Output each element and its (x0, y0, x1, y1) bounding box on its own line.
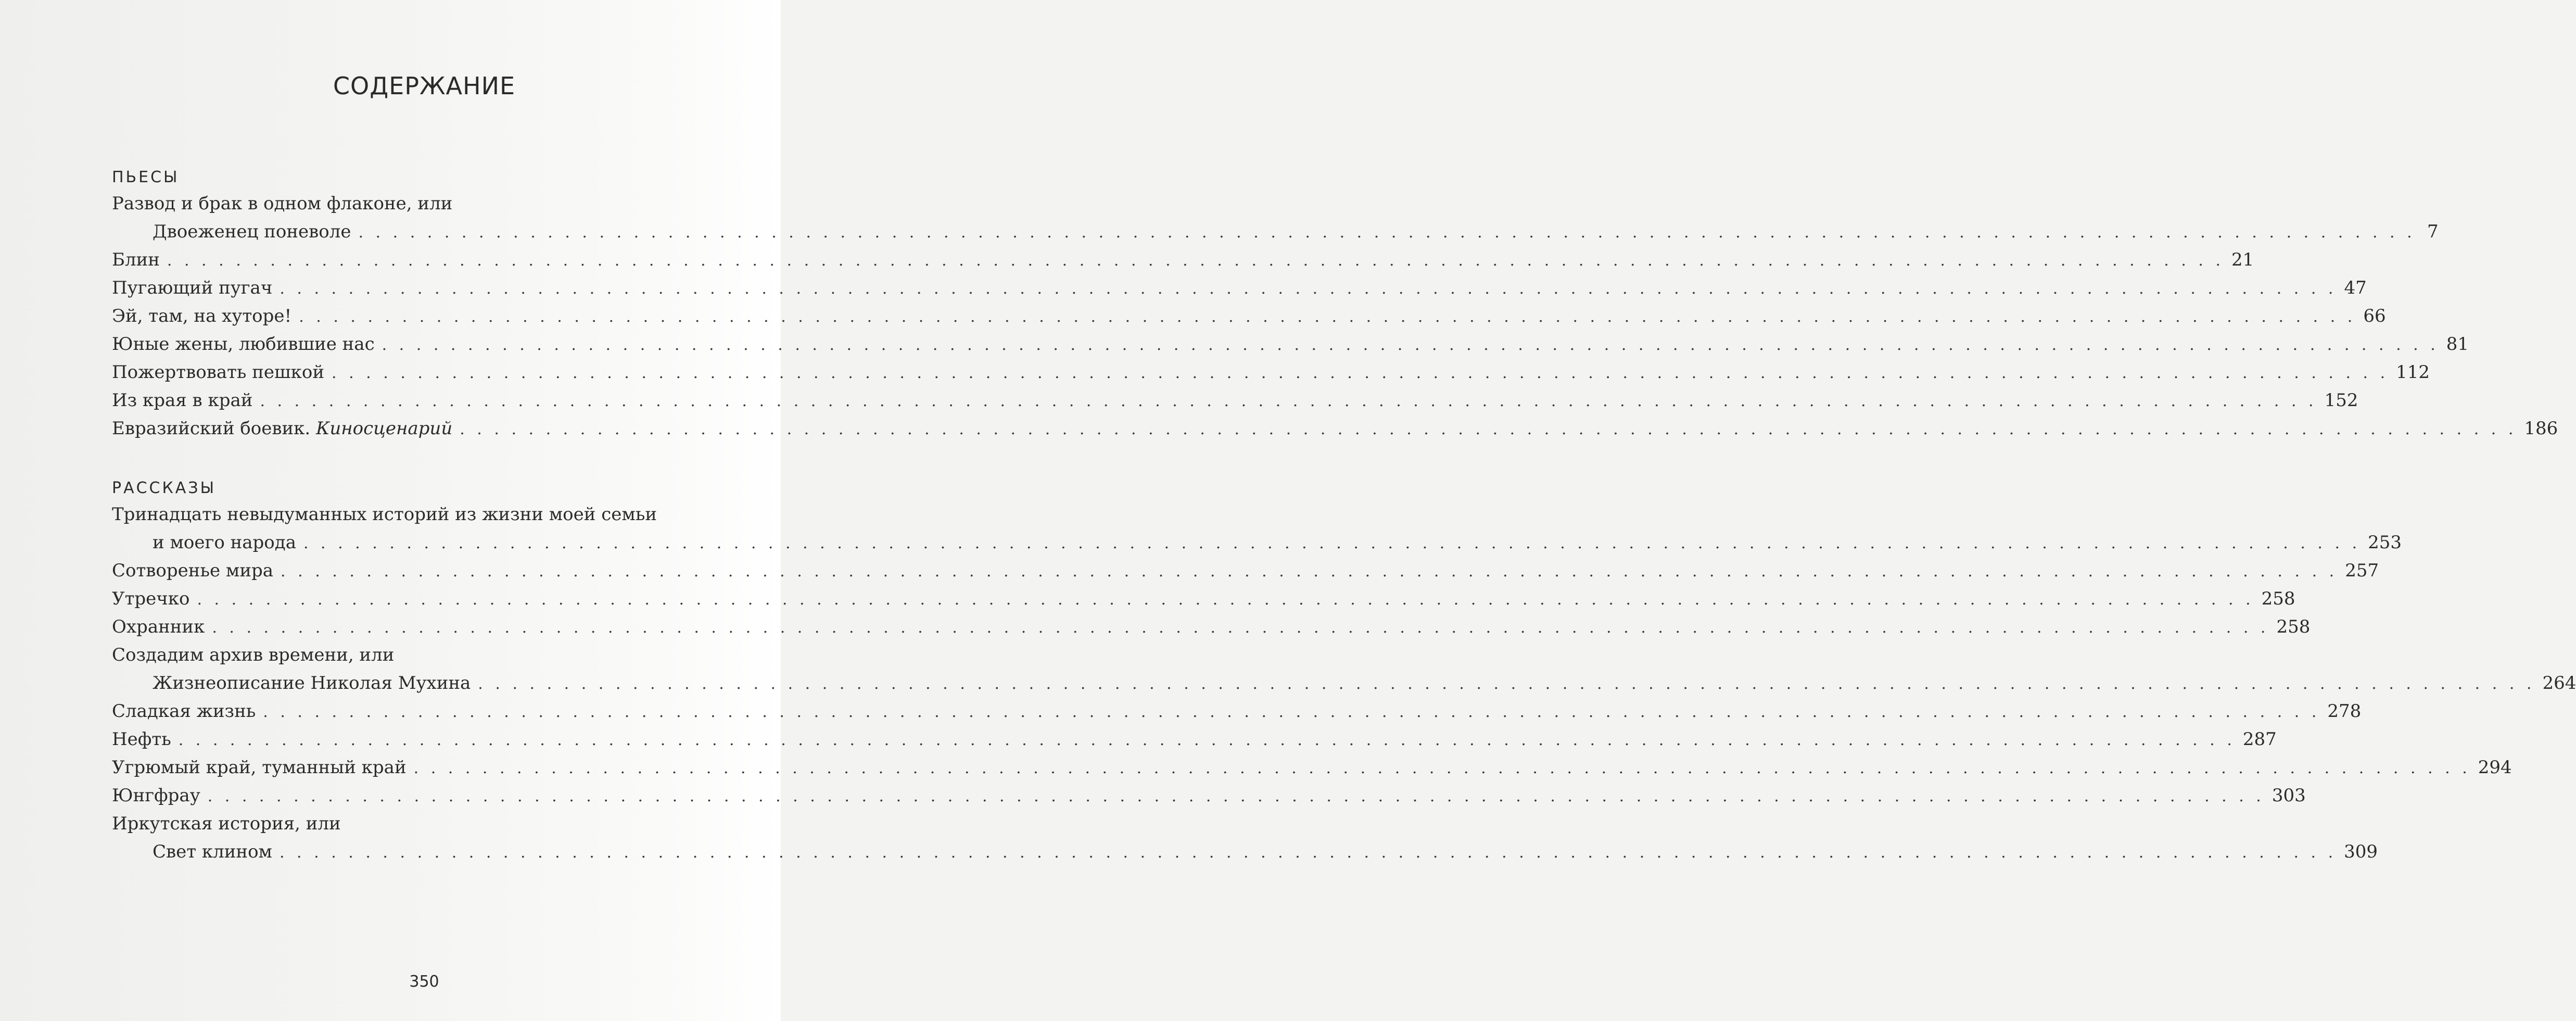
toc-entry-page: 112 (2396, 362, 2430, 383)
leader-dots: . . . . . . . . . . . . . . . . . . . . . . . . . . . . . . . . . . . . . . . . . . . . . . . . . . . . . . . . . . . . . . . . . . . . . . . . . . . . . . . . . . . . . . . . . . . . . . . . . . . . . . . . . . . . . . . . . . . . . . . . (260, 392, 2317, 410)
toc-entry-line (112, 218, 2439, 246)
leader-dots: . . . . . . . . . . . . . . . . . . . . . . . . . . . . . . . . . . . . . . . . . . . . . . . . . . . . . . . . . . . . . . . . . . . . . . . . . . . . . . . . . . . . . . . . . . . . . . . . . . . . . . . . . . . . . . . . . . . . . . . . (207, 787, 2265, 805)
toc-entry-page: 309 (2344, 841, 2378, 862)
toc-entry-line (112, 557, 2379, 585)
toc-section-stories (112, 476, 2576, 866)
toc-entry-page: 7 (2427, 221, 2439, 242)
toc-entry (112, 725, 2277, 753)
leader-dots: . . . . . . . . . . . . . . . . . . . . . . . . . . . . . . . . . . . . . . . . . . . . . . . . . . . . . . . . . . . . . . . . . . . . . . . . . . . . . . . . . . . . . . . . . . . . . . . . . . . . . . . . . . . . . . . . . . . . . . . . (332, 364, 2389, 382)
toc-entry-line (112, 697, 2362, 725)
toc-entry-line (112, 725, 2277, 753)
toc-entry-title: Эй, там, на хуторе! (112, 306, 292, 326)
toc-entry-page: 257 (2345, 560, 2379, 581)
leader-dots: . . . . . . . . . . . . . . . . . . . . . . . . . . . . . . . . . . . . . . . . . . . . . . . . . . . . . . . . . . . . . . . . . . . . . . . . . . . . . . . . . . . . . . . . . . . . . . . . . . . . . . . . . . . . . . . . . . . . . . . . (167, 251, 2225, 270)
leader-dots: . . . . . . . . . . . . . . . . . . . . . . . . . . . . . . . . . . . . . . . . . . . . . . . . . . . . . . . . . . . . . . . . . . . . . . . . . . . . . . . . . . . . . . . . . . . . . . . . . . . . . . . . . . . . . . . . . . . . . . . . (382, 336, 2439, 354)
leader-dots: . . . . . . . . . . . . . . . . . . . . . . . . . . . . . . . . . . . . . . . . . . . . . . . . . . . . . . . . . . . . . . . . . . . . . . . . . . . . . . . . . . . . . . . . . . . . . . . . . . . . . . . . . . . . . . . . . . . . . . . . (212, 619, 2269, 637)
toc-entry-page: 186 (2524, 418, 2558, 439)
toc-entry-page: 287 (2242, 729, 2277, 750)
toc-entry (112, 358, 2430, 386)
toc-entry-title: Создадим архив времени, или (112, 645, 395, 665)
toc-entry-line (112, 330, 2469, 358)
toc-entry (112, 246, 2254, 274)
toc-entry-page: 47 (2344, 278, 2367, 298)
toc-entry-title: Тринадцать невыдуманных историй из жизни моей семьи (112, 504, 657, 525)
toc-entry-title: Евразийский боевик. (112, 418, 311, 439)
toc-entry-page: 66 (2363, 306, 2386, 326)
toc-entry-line (112, 246, 2254, 274)
leader-dots: . . . . . . . . . . . . . . . . . . . . . . . . . . . . . . . . . . . . . . . . . . . . . . . . . . . . . . . . . . . . . . . . . . . . . . . . . . . . . . . . . . . . . . . . . . . . . . . . . . . . . . . . . . . . . . . . . . . . . . . . (413, 759, 2471, 777)
leader-dots: . . . . . . . . . . . . . . . . . . . . . . . . . . . . . . . . . . . . . . . . . . . . . . . . . . . . . . . . . . . . . . . . . . . . . . . . . . . . . . . . . . . . . . . . . . . . . . . . . . . . . . . . . . . . . . . . . . . . . . . . (263, 703, 2320, 721)
toc-entry-line (112, 613, 2311, 641)
toc-entry-title: Пугающий пугач (112, 278, 273, 298)
toc-entry-title: Развод и брак в одном флаконе, или (112, 193, 453, 214)
toc-entry (112, 753, 2512, 781)
toc-entry-page: 264 (2542, 673, 2576, 694)
toc-entry-title: Двоеженец поневоле (153, 221, 351, 242)
toc-entry-title: Сладкая жизнь (112, 701, 256, 722)
toc-entry-line (112, 838, 2378, 866)
section-heading: ПЬЕСЫ (112, 168, 180, 186)
toc-entry-line (112, 528, 2402, 557)
leader-dots: . . . . . . . . . . . . . . . . . . . . . . . . . . . . . . . . . . . . . . . . . . . . . . . . . . . . . . . . . . . . . . . . . . . . . . . . . . . . . . . . . . . . . . . . . . . . . . . . . . . . . . . . . . . . . . . . . . . . . . . . (358, 223, 2416, 242)
toc-entry-page: 294 (2478, 757, 2512, 778)
toc-section-plays (112, 166, 2558, 443)
toc-entry-page: 152 (2324, 390, 2358, 411)
toc-entry-line (112, 386, 2358, 414)
toc-entry-title: Жизнеописание Николая Мухина (153, 673, 471, 694)
toc-entry-line (112, 274, 2367, 302)
toc-entry-title: Охранник (112, 616, 205, 637)
toc-entry-line (112, 358, 2430, 386)
toc-entry-title: Утречко (112, 588, 190, 609)
toc-entry (112, 557, 2379, 585)
leader-dots: . . . . . . . . . . . . . . . . . . . . . . . . . . . . . . . . . . . . . . . . . . . . . . . . . . . . . . . . . . . . . . . . . . . . . . . . . . . . . . . . . . . . . . . . . . . . . . . . . . . . . . . . . . . . . . . . . . . . . . . . (478, 675, 2535, 693)
toc-entry (112, 697, 2362, 725)
toc-entry-title: Нефть (112, 729, 171, 750)
leader-dots: . . . . . . . . . . . . . . . . . . . . . . . . . . . . . . . . . . . . . . . . . . . . . . . . . . . . . . . . . . . . . . . . . . . . . . . . . . . . . . . . . . . . . . . . . . . . . . . . . . . . . . . . . . . . . . . . . . . . . . . . (299, 308, 2356, 326)
toc-entry (112, 500, 2402, 557)
leader-dots: . . . . . . . . . . . . . . . . . . . . . . . . . . . . . . . . . . . . . . . . . . . . . . . . . . . . . . . . . . . . . . . . . . . . . . . . . . . . . . . . . . . . . . . . . . . . . . . . . . . . . . . . . . . . . . . . . . . . . . . . (280, 280, 2337, 298)
toc-entry-page: 258 (2276, 616, 2311, 637)
toc-entry-line (112, 810, 739, 838)
toc-entry (112, 613, 2311, 641)
toc-entry-title: Пожертвовать пешкой (112, 362, 325, 383)
toc-entry-page: 303 (2272, 785, 2306, 806)
toc-entry-line (112, 669, 2576, 697)
toc-entry-title: Из края в край (112, 390, 253, 411)
page-number: 350 (409, 973, 439, 991)
toc-entry-title: Иркутская история, или (112, 813, 341, 834)
toc-entry-title: Юнгфрау (112, 785, 200, 806)
toc-entry (112, 414, 2558, 443)
toc-entry-line (112, 414, 2558, 443)
leader-dots: . . . . . . . . . . . . . . . . . . . . . . . . . . . . . . . . . . . . . . . . . . . . . . . . . . . . . . . . . . . . . . . . . . . . . . . . . . . . . . . . . . . . . . . . . . . . . . . . . . . . . . . . . . . . . . . . . . . . . . . . (178, 731, 2236, 749)
toc-entry (112, 190, 2439, 246)
toc-entry-line (112, 190, 739, 218)
toc-entry-line (112, 585, 2295, 613)
section-heading: РАССКАЗЫ (112, 479, 217, 497)
leader-dots: . . . . . . . . . . . . . . . . . . . . . . . . . . . . . . . . . . . . . . . . . . . . . . . . . . . . . . . . . . . . . . . . . . . . . . . . . . . . . . . . . . . . . . . . . . . . . . . . . . . . . . . . . . . . . . . . . . . . . . . . (303, 534, 2361, 552)
toc-entry-title: Свет клином (153, 841, 272, 862)
toc-entry (112, 302, 2386, 330)
toc-entry-title: Угрюмый край, туманный край (112, 757, 407, 778)
toc-entry-page: 278 (2327, 701, 2362, 722)
toc-entry-line (112, 641, 739, 669)
toc-entry-title: Блин (112, 249, 160, 270)
toc-entry (112, 810, 2378, 866)
toc-entry (112, 781, 2306, 810)
toc-entry-line (112, 753, 2512, 781)
leader-dots: . . . . . . . . . . . . . . . . . . . . . . . . . . . . . . . . . . . . . . . . . . . . . . . . . . . . . . . . . . . . . . . . . . . . . . . . . . . . . . . . . . . . . . . . . . . . . . . . . . . . . . . . . . . . . . . . . . . . . . . . (279, 843, 2337, 862)
page-title: СОДЕРЖАНИЕ (333, 72, 516, 100)
leader-dots: . . . . . . . . . . . . . . . . . . . . . . . . . . . . . . . . . . . . . . . . . . . . . . . . . . . . . . . . . . . . . . . . . . . . . . . . . . . . . . . . . . . . . . . . . . . . . . . . . . . . . . . . . . . . . . . . . . . . . . . . (460, 420, 2517, 438)
toc-entry (112, 386, 2358, 414)
toc-entry-line (112, 781, 2306, 810)
toc-entry (112, 330, 2469, 358)
leader-dots: . . . . . . . . . . . . . . . . . . . . . . . . . . . . . . . . . . . . . . . . . . . . . . . . . . . . . . . . . . . . . . . . . . . . . . . . . . . . . . . . . . . . . . . . . . . . . . . . . . . . . . . . . . . . . . . . . . . . . . . . (197, 590, 2254, 609)
toc-entry (112, 274, 2367, 302)
leader-dots: . . . . . . . . . . . . . . . . . . . . . . . . . . . . . . . . . . . . . . . . . . . . . . . . . . . . . . . . . . . . . . . . . . . . . . . . . . . . . . . . . . . . . . . . . . . . . . . . . . . . . . . . . . . . . . . . . . . . . . . . (281, 562, 2338, 581)
toc-entry-title: и моего народа (153, 532, 296, 553)
toc-entry (112, 641, 2576, 697)
toc-entry-title: Сотворенье мира (112, 560, 274, 581)
toc-entry (112, 585, 2295, 613)
toc-entry-page: 253 (2368, 532, 2402, 553)
toc-entry-page: 21 (2231, 249, 2254, 270)
toc-entry-line (112, 500, 739, 528)
toc-entry-page: 258 (2261, 588, 2295, 609)
toc-entry-page: 81 (2446, 334, 2469, 355)
toc-entry-title: Юные жены, любившие нас (112, 334, 375, 355)
toc-entry-line (112, 302, 2386, 330)
toc-entry-genre: Киносценарий (316, 418, 453, 439)
